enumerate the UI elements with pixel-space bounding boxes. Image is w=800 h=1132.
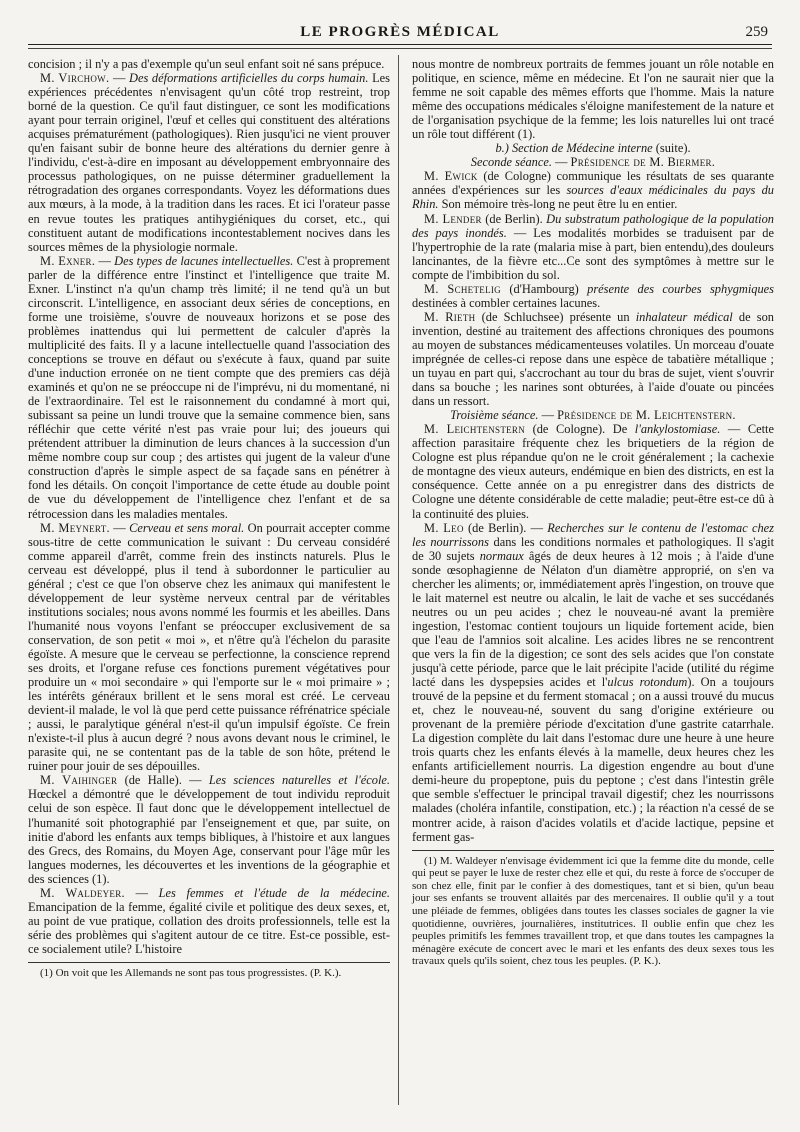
author-name: M. Leo (424, 520, 464, 535)
author-name: M. Waldeyer. (40, 885, 125, 900)
session-heading: Troisième séance. — Présidence de M. Leichtenstern. (450, 408, 736, 423)
paragraph-leichtenstern: M. Leichtenstern (de Cologne). De l'ankylostomiase. — Cette affection parasitaire fréquente chez les briquetiers de la région de Cologne est plus répandue qu'on ne le croit généralement ; la cachexie de montagne des vieux auteurs, endémique en bien des districts, en est la conséquence. Cette année on a pu enregistrer dans des districts de Cologne une détente considérable de cette maladie; peut-être est-ce dû à la continuité des pluies. (412, 422, 774, 521)
paragraph: concision ; il n'y a pas d'exemple qu'un seul enfant soit né sans prépuce. (28, 57, 385, 71)
communication-title: Les femmes et l'étude de la médecine. (158, 885, 390, 900)
paragraph-schetelig: M. Schetelig (d'Hambourg) présente des courbes sphygmiques destinées à combler certaines lacunes. (412, 281, 774, 310)
communication-title: sources d'eaux médicinales du pays du Rhin. (412, 183, 774, 212)
author-name: M. Virchow. (40, 71, 110, 86)
paragraph-meynert: M. Meynert. — Cerveau et sens moral. On pourrait accepter comme sous-titre de cette communication le suivant : Du cerveau considéré comme appareil d'arrêt, comme frein des instincts naturels. Plus le cerveau est développé, plus il tend à subordonner le particulier au général ; c'est ce que l'on observe chez les animaux qui manifestent le développement de leur système nerveux central par de véritables institutions sociales; nous avons nommé les fourmis et les abeilles. Dans l'humanité nous voyons l'enfant se préoccuper exclusivement de sa conservation, de son petit « moi », et n'être qu'à l'échelon du parasite égoïste. A mesure que le cerveau se perfectionne, la conscience reprend ses droits, et l'organe refuse ces fonctions purement végétatives pour produire un « moi secondaire » qui l'emporte sur le « moi primaire » ; les intérêts généraux brillent et le sens moral est créé. Le cerveau devient-il malade, le vol là que perd cette puissance réfrénatrice spéciale ; aussi, le paralytique général n'est-il qu'un impulsif égoïste. Ce frein n'existe-t-il plus à aucun degré ? nous avons devant nous le criminel, le parasite qui, ne se contentant pas de la table de son hôte, prétend le ruiner pour jouir de ses dépouilles. (28, 520, 390, 774)
communication-title: présente des courbes sphygmiques (587, 281, 774, 296)
paragraph: nous montre de nombreux portraits de femmes jouant un rôle notable en politique, en science, même en médecine. Et l'on ne saurait nier que la femme ne soit capable des mêmes efforts que l'homme. Mais la nature même des occupations médicales s'éloigne manifestement de la nature et de l'organisation psychique de la femme; les lois naturelles lui ont tracé un rôle tout différent (1). (412, 57, 774, 142)
paragraph-vaihinger: M. Vaihinger (de Halle). — Les sciences naturelles et l'école. Hœckel a démontré que le développement de tout individu reproduit celui de son espèce. Il faut donc que le développement intellectuel de l'humanité soit photographié par l'enseignement et que, par suite, on initie d'abord les enfants aux temps bibliques, à l'histoire et aux langues des Grecs, des Romains, du Moyen Age, conservant pour l'âge mûr les langues modernes, les découvertes et les inventions de la géographie et des sciences (1). (28, 773, 391, 886)
author-name: M. Leichtenstern (424, 422, 526, 437)
page-header (28, 22, 772, 42)
author-name: M. Rieth (424, 309, 476, 324)
author-name: M. Schetelig (424, 281, 501, 296)
paragraph-virchow: M. Virchow. — Des déformations artificielles du corps humain. Les expériences précédentes n'envisagent qu'un côté trop restreint, trop borné de la question. Ce qu'il faut distinguer, ce sont les modifications ayant pour terrain originel, l'œuf et celles qui constituent des altérations acquises prématurément (pathologiques). Rien jusqu'ici ne vient prouver qu'en faisant subir de bonne heure des altérations du dernier genre à l'individu, c'est-à-dire en imposant au développement embryonnaire des processus pathologiques, on ne puisse déterminer graduellement la rétrogradation des organes correspondants. Voyez les déformations dues aux mœurs, à la mode, à la tradition dans les races. Et ici l'orateur passe en revue toutes les pratiques antihygiéniques du corset, etc., qui constituent autant de modifications incontestablement nocives dans les sources mêmes de la physiologie normale. (28, 71, 390, 254)
paragraph-exner: M. Exner. — Des types de lacunes intellectuelles. C'est à proprement parler de la différence entre l'instinct et l'intelligence que traite M. Exner. L'instinct n'a qu'un champ très limité; il ne tend qu'à un but circonscrit. L'intelligence, en associant deux séries de conceptions, en forme une troisième, s'ouvre de nouveaux horizons et se pose des problèmes inattendus qui lui permettent de calculer d'après la multiplicité des faits. Il y a lacune intellectuelle quand l'association des conceptions se trouve en défaut ou s'exécute à faux, quand par suite d'une induction erronée on ne tient compte que des premiers cas déjà examinés et qu'on ne se préoccupe ni de l'imprévu, ni du momentané, ni de l'extraordinaire. Tel est le raisonnement du condamné à mort qui, subissant sa peine un lundi trouve que la semaine commence bien, sans réfléchir que cette vérité n'est pas vraie pour lui; des joueurs qui prétendent attribuer la diminution de leurs chances à la succession d'un même nombre coup sur coup ; des artistes qui jugent de la valeur d'une construction d'après le simple aspect de sa façade sans en pénétrer à fond les détails. On conçoit l'importance de cette étude au double point de vue du développement de l'intelligence chez l'enfant et de sa rétrocession dans les maladies mentales. (28, 253, 390, 521)
paragraph-rieth: M. Rieth (de Schluchsee) présente un inhalateur médical de son invention, destiné au traitement des affections chroniques des poumons au moyen de substances médicamenteuses volatiles. Un morceau d'ouate imprégnée de celles-ci repose dans une espèce de tabatière métallique ; un tuyau en part qui, s'accrochant au tour du bras de sujet, vient s'ouvrir dans sa bouche ; les narines sont obturées, à l'aide d'ouate ou pincées dans un ressort. (412, 309, 774, 409)
communication-title: Des types de lacunes intellectuelles. (114, 253, 294, 268)
footnote: (1) M. Waldeyer n'envisage évidemment ici que la femme dite du monde, celle qui peut se payer le luxe de rester chez elle et qui, du reste à force de s'occuper de son chez elle, finit par le confier à des domestiques, tant et si bien, qu'un beau jour ses enfants se trouvent allaités par des mercenaires. Il oublie qu'il y a tout une pléiade de femmes, obligées dans toutes les classes sociales de gagner la vie quotidienne, ouvrières, journalières, institutrices. Il oublie enfin que chez les peuples primitifs les femmes travaillent trop, et que dans toutes les campagnes la ménagère exécute de concert avec le mari et les enfants des deux sexes tous les travaux quels qu'ils soient, chez tous les peuples. (P. K.). (412, 854, 774, 968)
column-divider (398, 55, 399, 1105)
header-rule-top (28, 44, 772, 45)
right-column (412, 57, 774, 968)
footnotes (412, 855, 774, 968)
footnote: (1) On voit que les Allemands ne sont pas tous progressistes. (P. K.). (40, 967, 342, 979)
author-name: M. Ewick (424, 169, 478, 184)
footnotes (28, 967, 390, 980)
paragraph-lender: M. Lender (de Berlin). Du substratum pathologique de la population des pays inondés. — Les modalités morbides se traduisent par de l'hypertrophie de la rate (malaria mise à part, bien entendu),des douleurs lancinantes, de la fièvre etc...Ce sont des symptômes à mettre sur le compte de l'imbibition du sol. (412, 211, 775, 282)
paragraph-waldeyer: M. Waldeyer. — Les femmes et l'étude de la médecine. Emancipation de la femme, égalité civile et politique des deux sexes, et, au point de vue pratique, collation des droits professionnels, telle est la série des problèmes qui s'agitent autour de ce titre. Est-ce possible, est-ce socialement utile? L'histoire (28, 885, 390, 956)
page-number: 259 (745, 24, 768, 40)
communication-title: l'ankylostomiase. (634, 422, 721, 437)
communication-title: Cerveau et sens moral. (129, 520, 245, 535)
communication-title: Recherches sur le contenu de l'estomac chez les nourrissons (412, 520, 774, 549)
left-column (28, 57, 390, 980)
header-rule-bottom (28, 48, 772, 49)
communication-title: Les sciences naturelles et l'école. (208, 773, 391, 788)
author-name: M. Exner. (40, 253, 96, 268)
communication-title: inhalateur médical (635, 309, 733, 324)
author-name: M. Lender (424, 211, 482, 226)
author-name: M. Meynert. (40, 520, 110, 535)
footnote-rule (28, 962, 390, 963)
section-heading: b.) Section de Médecine interne (suite). (495, 141, 691, 156)
session-heading: Seconde séance. — Présidence de M. Biermer. (470, 155, 716, 170)
footnote-rule (412, 850, 774, 851)
communication-title: Des déformations artificielles du corps humain. (129, 71, 369, 86)
journal-title: LE PROGRÈS MÉDICAL (300, 24, 500, 40)
communication-title: Du substratum pathologique de la population des pays inondés. (412, 211, 775, 240)
paragraph-leo: M. Leo (de Berlin). — Recherches sur le contenu de l'estomac chez les nourrissons dans les conditions normales et pathologiques. Il s'agit de 30 sujets normaux âgés de deux heures à 12 mois ; à l'aide d'une sonde œsophagienne de Nélaton d'un diamètre approprié, on s'en va chercher les aliments; or, immédiatement après l'ingestion, on trouve que le lait maternel est neutre ou alcalin, le lait de vache et ses succédanés neutres ou un peu acides ; chez le nouveau-né avant la première ingestion, l'estomac contient toujours un liquide fortement acide, bien que l'eau de l'amnios soit alcaline. Les acides libres ne se rencontrent que vers la fin de la digestion; ce sont des sels acides que l'on constate jusqu'à cette période, parce que le lait précipite l'acide (utilité du régime lacté dans les dyspepsies acides et l'ulcus rotondum). On a toujours trouvé de la pepsine et du ferment stomacal ; on a aussi trouvé du mucus et, chez le nouveau-né, souvent du sang d'origine extérieure ou provenant de la première période d'excitation d'une gastrite catarrhale. La digestion complète du lait dans l'estomac dure une heure à une heure trois quarts chez les enfants élevés à la mamelle, deux heures chez les enfants artificiellement nourris. La digestion engendre au bout d'une demi-heure du propeptone, puis du peptone ; c'est dans l'intestin grêle que semble s'effectuer le principal travail digestif; chez les nourrissons malades (choléra infantile, constipation, etc.) ; la réaction n'a cessé de se montrer acide, à raison d'acides volatils et d'acide lactique, pepsine et ferment gas- (412, 520, 775, 844)
author-name: M. Vaihinger (40, 773, 118, 788)
paragraph-ewick: M. Ewick (de Cologne) communique les résultats de ses quarante années d'expériences sur les sources d'eaux médicinales du pays du Rhin. Son mémoire très-long ne peut être lu en entier. (412, 169, 774, 212)
